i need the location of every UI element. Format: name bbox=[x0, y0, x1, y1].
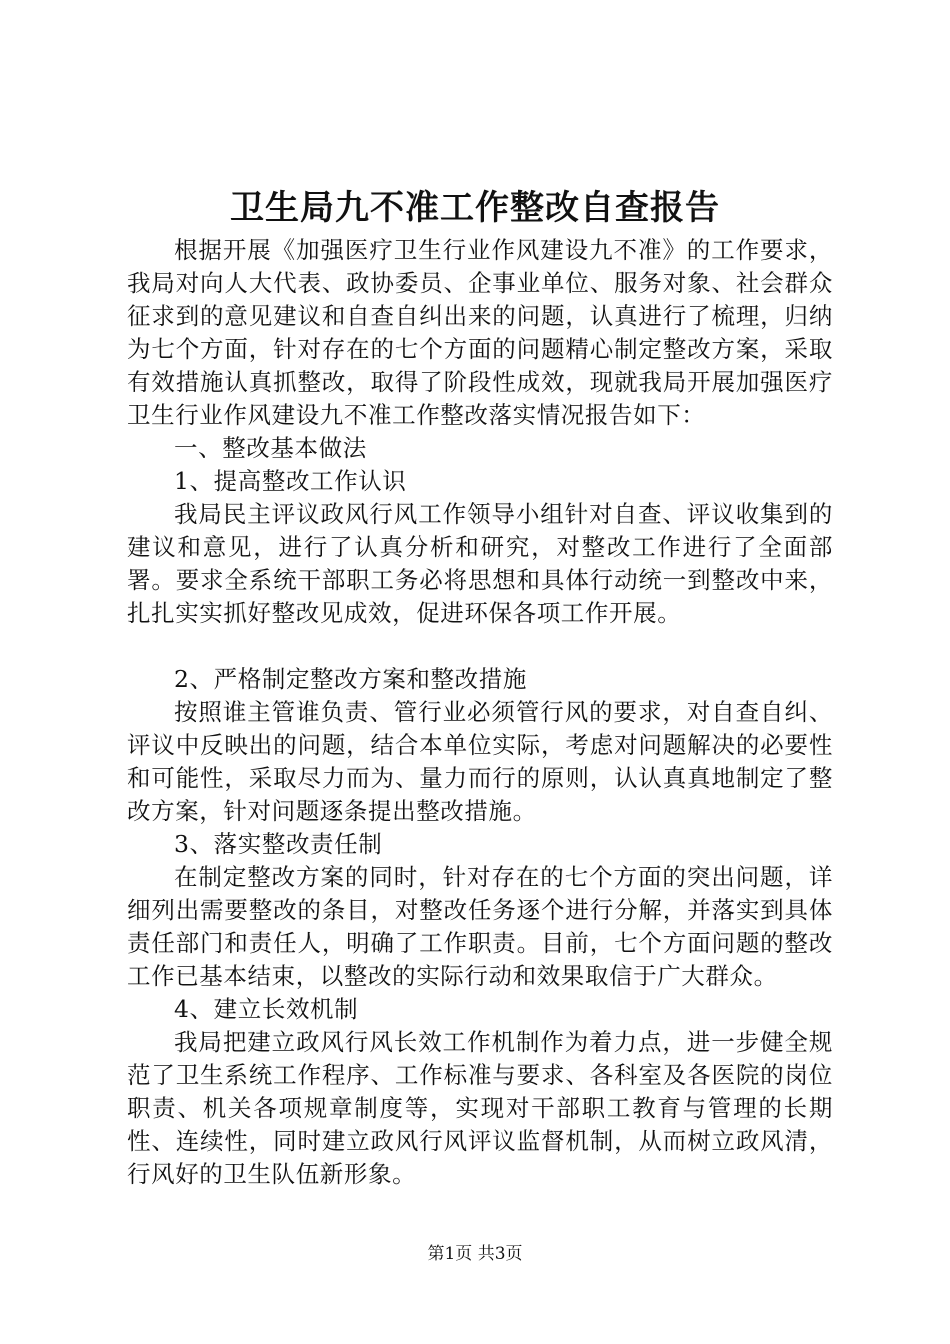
intro-paragraph: 根据开展《加强医疗卫生行业作风建设九不准》的工作要求，我局对向人大代表、政协委员、企事业单位、服务对象、社会群众征求到的意见建议和自查自纠出来的问题，认真进行了梳理，归纳为七个方面，针对存在的七个方面的问题精心制定整改方案，采取有效措施认真抓整改，取得了阶段性成效，现就我局开展加强医疗卫生行业作风建设九不准工作整改落实情况报告如下： bbox=[127, 236, 833, 429]
subsection-heading: 4、建立长效机制 bbox=[174, 995, 359, 1023]
body-paragraph: 在制定整改方案的同时，针对存在的七个方面的突出问题，详细列出需要整改的条目，对整改任务逐个进行分解，并落实到具体责任部门和责任人，明确了工作职责。目前，七个方面问题的整改工作已基本结束，以整改的实际行动和效果取信于广大群众。 bbox=[127, 863, 833, 990]
document-body bbox=[127, 234, 833, 1191]
document-title: 卫生局九不准工作整改自查报告 bbox=[230, 188, 720, 228]
section-heading: 一、整改基本做法 bbox=[174, 434, 367, 462]
subsection-heading: 1、提高整改工作认识 bbox=[174, 467, 407, 495]
subsection-heading: 3、落实整改责任制 bbox=[174, 830, 383, 858]
body-paragraph: 按照谁主管谁负责、管行业必须管行风的要求，对自查自纠、评议中反映出的问题，结合本单位实际，考虑对问题解决的必要性和可能性，采取尽力而为、量力而行的原则，认认真真地制定了整改方案，针对问题逐条提出整改措施。 bbox=[127, 698, 833, 825]
page-footer: 第1页 共3页 bbox=[427, 1244, 523, 1264]
body-paragraph: 我局民主评议政风行风工作领导小组针对自查、评议收集到的建议和意见，进行了认真分析和研究，对整改工作进行了全面部署。要求全系统干部职工务必将思想和具体行动统一到整改中来，扎扎实实抓好整改见成效，促进环保各项工作开展。 bbox=[127, 500, 833, 627]
subsection-heading: 2、严格制定整改方案和整改措施 bbox=[174, 665, 527, 693]
body-paragraph: 我局把建立政风行风长效工作机制作为着力点，进一步健全规范了卫生系统工作程序、工作标准与要求、各科室及各医院的岗位职责、机关各项规章制度等，实现对干部职工教育与管理的长期性、连续性，同时建立政风行风评议监督机制，从而树立政风清，行风好的卫生队伍新形象。 bbox=[127, 1028, 833, 1188]
